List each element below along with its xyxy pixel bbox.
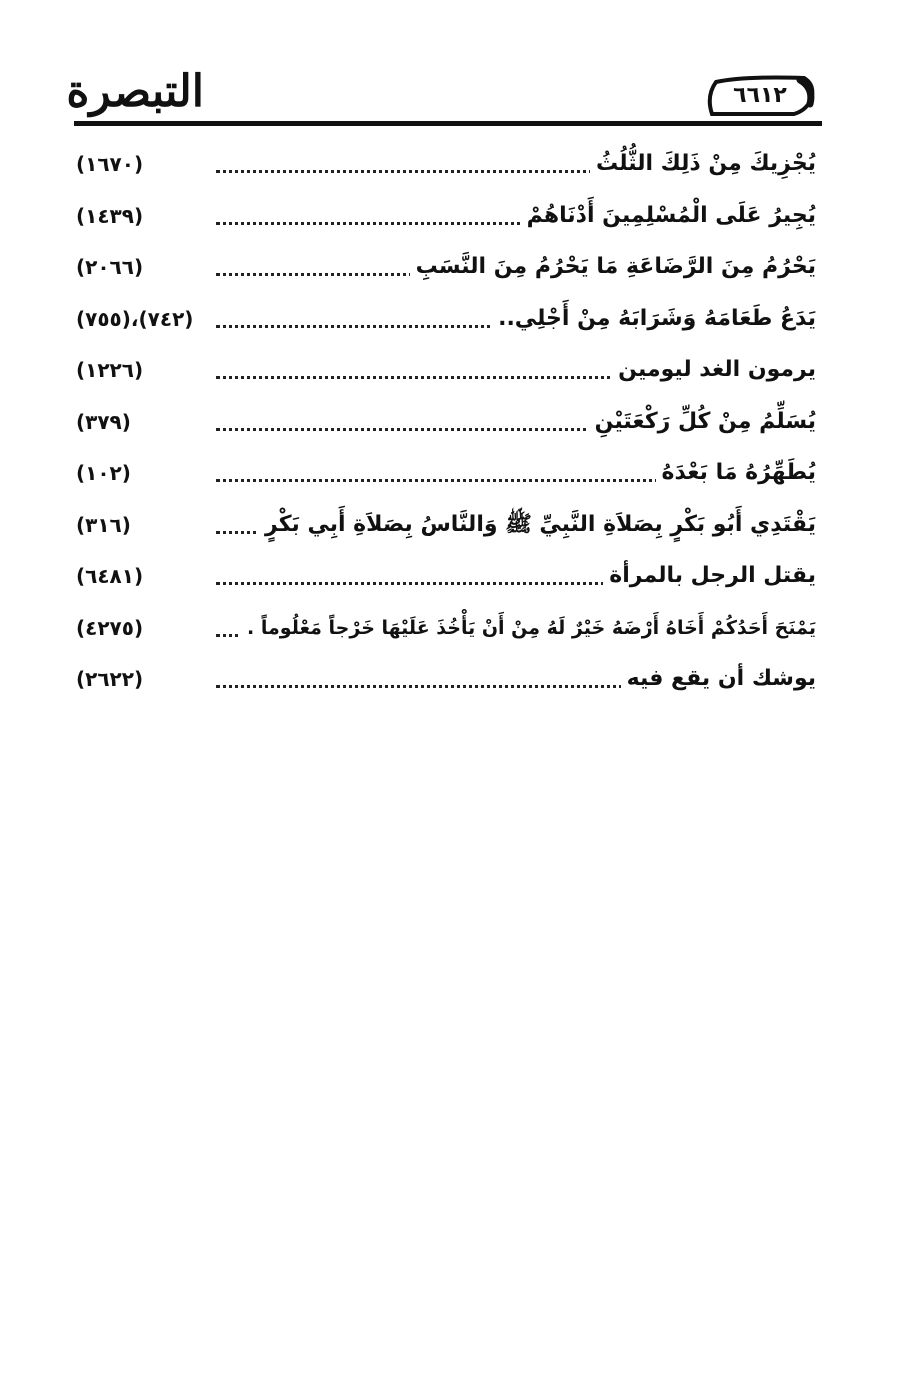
index-entry (76, 604, 816, 656)
index-entry (76, 501, 816, 553)
index-entry (76, 449, 816, 501)
header-rule (74, 121, 822, 126)
index-entry (76, 398, 816, 450)
index-entry (76, 243, 816, 295)
page-number-badge (704, 74, 816, 118)
page-number: ٦٦١٢ (733, 83, 787, 108)
entry-reference: (٢٦٢٢) (76, 667, 144, 691)
index-entry (76, 295, 816, 347)
entry-reference: (٢٠٦٦) (76, 255, 144, 279)
entry-text: يرمون الغد ليومين (612, 352, 816, 388)
entry-text: يُسَلِّمُ مِنْ كُلِّ رَكْعَتَيْنِ (589, 404, 816, 440)
index-entry (76, 346, 816, 398)
entry-text: يَمْنَحَ أَحَدُكُمْ أَخَاهُ أَرْضَهُ خَيْرٌ لَهُ مِنْ أَنْ يَأْخُذَ عَلَيْهَا خَرْجاً مَعْلُوماً . (241, 610, 816, 646)
entry-reference: (٣١٦) (76, 512, 131, 537)
entry-text: يَدَعُ طَعَامَهُ وَشَرَابَهُ مِنْ أَجْلِي.. (492, 301, 816, 337)
entry-reference: (١٤٣٩) (76, 203, 144, 228)
entry-reference: (٣٧٩) (76, 409, 131, 434)
entry-reference: (١٦٧٠) (76, 152, 144, 176)
entry-text: يَقْتَدِي أَبُو بَكْرٍ بِصَلاَةِ النَّبِيِّ ﷺ وَالنَّاسُ بِصَلاَةِ أَبِي بَكْرٍ (259, 507, 816, 543)
entry-text: يقتل الرجل بالمرأة (603, 558, 816, 594)
entry-text: يَحْرُمُ مِنَ الرَّضَاعَةِ مَا يَحْرُمُ مِنَ النَّسَبِ (410, 249, 816, 285)
entry-reference: (٤٢٧٥) (76, 615, 144, 640)
index-entry (76, 552, 816, 604)
entry-reference: (١٠٢) (76, 461, 131, 485)
index-entries (76, 140, 816, 707)
entry-reference: (٧٤٢)،(٧٥٥) (76, 306, 194, 331)
entry-reference: (١٢٢٦) (76, 358, 144, 382)
page-header (66, 60, 822, 126)
entry-text: يُطَهِّرُهُ مَا بَعْدَهُ (656, 455, 816, 491)
index-entry (76, 655, 816, 707)
entry-reference: (٦٤٨١) (76, 564, 144, 588)
entry-text: يُجِيرُ عَلَى الْمُسْلِمِينَ أَدْنَاهُمْ (521, 198, 816, 234)
index-entry (76, 140, 816, 192)
book-title: التبصرة (66, 66, 204, 117)
entry-text: يُجْزِيكَ مِنْ ذَلِكَ الثُّلُثُ (590, 146, 816, 182)
entry-text: يوشك أن يقع فيه (621, 661, 816, 697)
index-entry (76, 192, 816, 244)
